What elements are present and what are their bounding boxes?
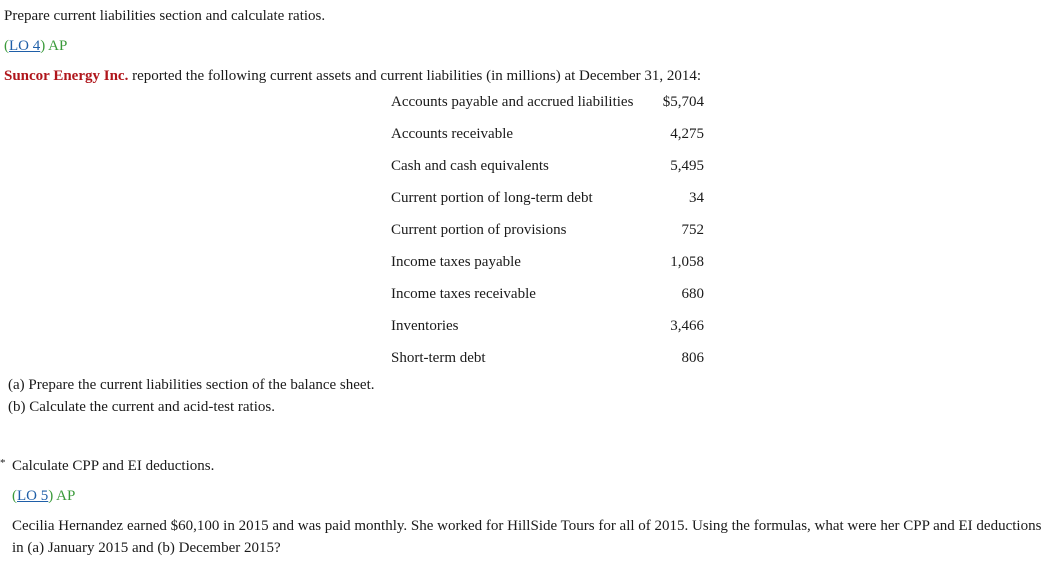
item-value: $5,704 [662,94,704,110]
item-label: Short-term debt [391,350,486,366]
problem1-lo-suffix: AP [48,38,68,54]
problem2-lo-link[interactable]: LO 5 [17,488,49,504]
problem1-learning-objective: (LO 4) AP [4,38,68,54]
problem2-heading: Calculate CPP and EI deductions. [12,458,215,474]
task-b: (b) Calculate the current and acid-test ratios. [8,399,275,415]
item-label: Cash and cash equivalents [391,158,549,174]
problem2-body: Cecilia Hernandez earned $60,100 in 2015 and was paid monthly. She worked for HillSide Tours for all of 2015. Using the formulas, what were her CPP and EI deductions in (a) January 2015 and (b) December 2015? [12,518,1042,556]
item-label: Accounts payable and accrued liabilities [391,94,634,110]
problem2-learning-objective: (LO 5) AP [12,488,76,504]
company-name: Suncor Energy Inc. [4,68,129,84]
item-label: Accounts receivable [391,126,514,142]
item-label: Inventories [391,318,459,334]
problem1-lo-link[interactable]: LO 4 [9,38,41,54]
problem2-lo-suffix: AP [56,488,76,504]
item-value: 5,495 [670,158,704,174]
item-value: 4,275 [670,126,704,142]
item-value: 806 [681,350,704,366]
item-label: Current portion of provisions [391,222,567,238]
asterisk-marker: * [0,457,6,469]
task-a: (a) Prepare the current liabilities section of the balance sheet. [8,377,375,393]
item-value: 680 [681,286,704,302]
problem1-intro-text: reported the following current assets and current liabilities (in millions) at December 31, 2014: [132,68,702,84]
item-value: 1,058 [670,254,704,270]
item-value: 34 [689,190,704,206]
item-label: Current portion of long-term debt [391,190,593,206]
problem1-intro [4,66,701,86]
item-value: 752 [681,222,704,238]
item-label: Income taxes payable [391,254,521,270]
problem1-heading: Prepare current liabilities section and calculate ratios. [4,8,326,24]
item-label: Income taxes receivable [391,286,536,302]
item-value: 3,466 [670,318,704,334]
